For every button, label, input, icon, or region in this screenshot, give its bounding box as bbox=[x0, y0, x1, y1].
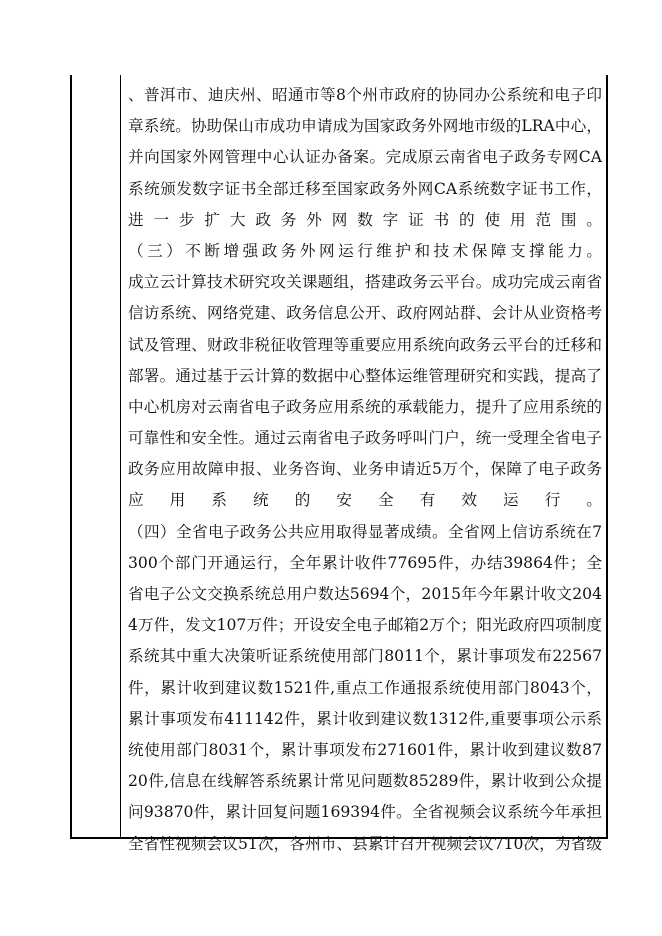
text-line: 试及管理、财政非税征收管理等重要应用系统向政务云平台的迁移和 bbox=[128, 335, 602, 354]
text-line: 可靠性和安全性。通过云南省电子政务呼叫门户，统一受理全省电子 bbox=[128, 429, 602, 448]
text-line: （三）不断增强政务外网运行维护和技术保障支撑能力。 bbox=[128, 241, 602, 260]
text-line: 全省性视频会议51次，各州市、县累计召开视频会议710次，为省级 bbox=[128, 834, 602, 853]
text-line: 并向国家外网管理中心认证办备案。完成原云南省电子政务专网CA bbox=[128, 148, 602, 167]
text-line: 省电子公文交换系统总用户数达5694个，2015年今年累计收文204 bbox=[128, 585, 602, 603]
text-line: 中心机房对云南省电子政务应用系统的承载能力，提升了应用系统的 bbox=[128, 397, 602, 416]
text-line: （四）全省电子政务公共应用取得显著成绩。全省网上信访系统在7 bbox=[128, 522, 602, 541]
text-line: 进一步扩大政务外网数字证书的使用范围。 bbox=[128, 210, 602, 229]
text-line: 信访系统、网络党建、政务信息公开、政府网站群、会计从业资格考 bbox=[128, 304, 602, 323]
table-cell-content bbox=[128, 80, 602, 860]
text-line: 累计事项发布411142件，累计收到建议数1312件,重要事项公示系 bbox=[128, 709, 602, 728]
text-line: 、普洱市、迪庆州、昭通市等8个州市政府的协同办公系统和电子印 bbox=[128, 86, 602, 104]
text-line: 统使用部门8031个，累计事项发布271601件，累计收到建议数87 bbox=[128, 740, 602, 759]
text-line: 问93870件，累计回复问题169394件。全省视频会议系统今年承担 bbox=[128, 803, 602, 822]
column-divider bbox=[120, 75, 121, 838]
text-line: 件，累计收到建议数1521件,重点工作通报系统使用部门8043个， bbox=[128, 678, 602, 697]
text-line: 章系统。协助保山市成功申请成为国家政务外网地市级的LRA中心， bbox=[128, 117, 602, 136]
text-line: 系统颁发数字证书全部迁移至国家政务外网CA系统数字证书工作， bbox=[128, 179, 602, 198]
text-line: 应用系统的安全有效运行。 bbox=[128, 491, 602, 510]
text-line: 4万件，发文107万件；开设安全电子邮箱2万个；阳光政府四项制度 bbox=[128, 616, 602, 635]
text-line: 部署。通过基于云计算的数据中心整体运维管理研究和实践，提高了 bbox=[128, 366, 602, 385]
text-line: 300个部门开通运行，全年累计收件77695件，办结39864件；全 bbox=[128, 553, 602, 572]
text-line: 20件,信息在线解答系统累计常见问题数85289件，累计收到公众提 bbox=[128, 772, 602, 791]
text-line: 系统其中重大决策听证系统使用部门8011个，累计事项发布22567 bbox=[128, 647, 602, 666]
text-line: 成立云计算技术研究攻关课题组，搭建政务云平台。成功完成云南省 bbox=[128, 273, 602, 292]
text-line: 政务应用故障申报、业务咨询、业务申请近5万个，保障了电子政务 bbox=[128, 460, 602, 479]
